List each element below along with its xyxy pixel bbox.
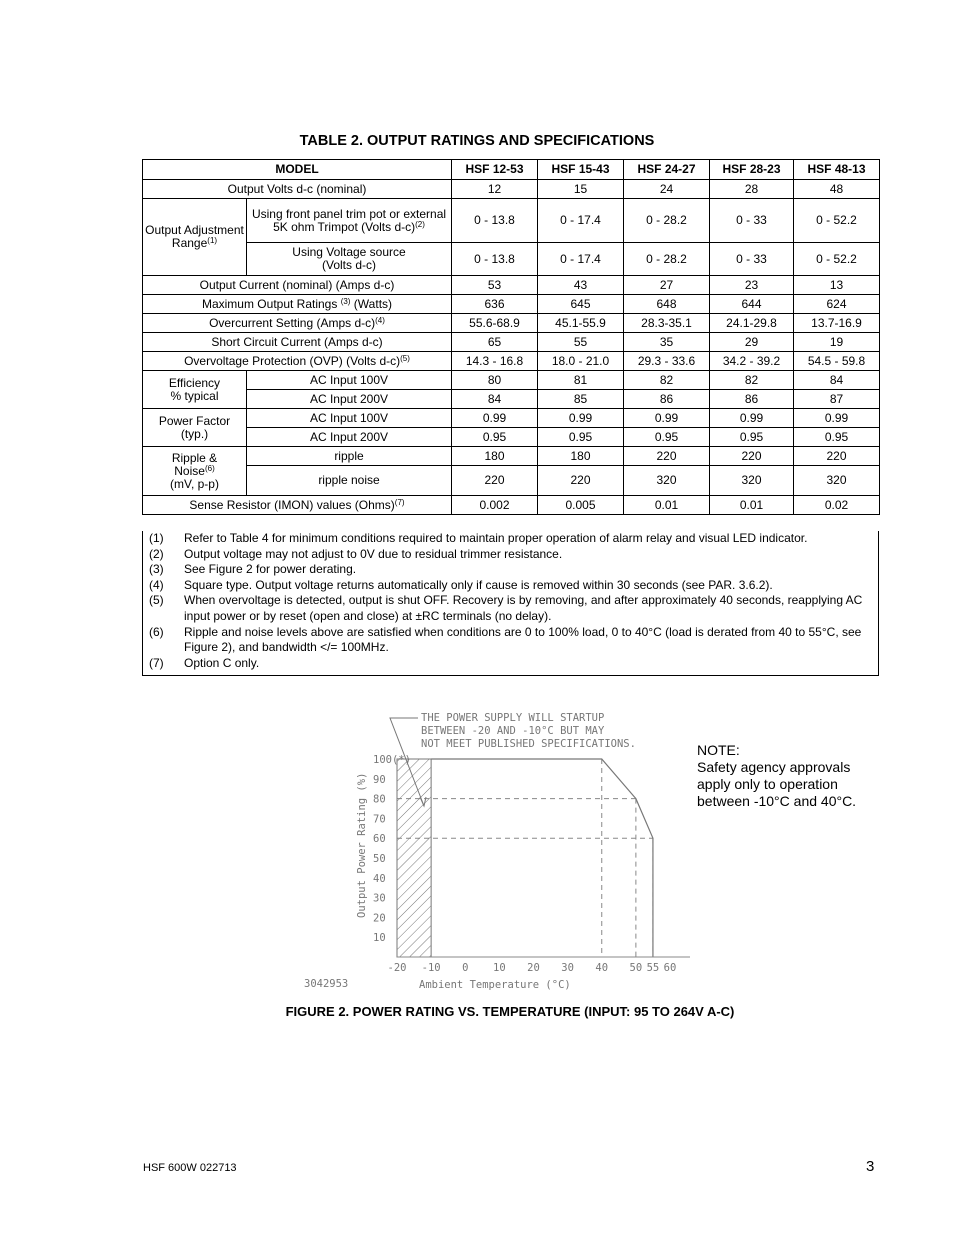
- annotation-line: THE POWER SUPPLY WILL STARTUP: [421, 712, 605, 724]
- sub-label: AC Input 100V: [247, 409, 452, 428]
- cell: 0.95: [624, 428, 710, 447]
- note-number: (6): [149, 624, 164, 639]
- cell: 0.99: [624, 409, 710, 428]
- x-tick-label: 30: [561, 962, 574, 974]
- cell: 0 - 28.2: [624, 199, 710, 243]
- cell: 12: [452, 180, 538, 199]
- row-label-text: (Watts): [350, 296, 393, 311]
- cell: 220: [710, 447, 794, 466]
- cell: 35: [624, 333, 710, 352]
- cell: 53: [452, 276, 538, 295]
- y-tick-label: 40: [373, 872, 386, 885]
- table-title: TABLE 2. OUTPUT RATINGS AND SPECIFICATIONS: [299, 133, 655, 149]
- note-number: (4): [149, 577, 164, 592]
- cell: 0.01: [624, 496, 710, 515]
- x-tick-label: 60: [663, 962, 677, 974]
- y-tick-label: 80: [373, 793, 386, 806]
- derating-line: [431, 759, 653, 957]
- note-number: (1): [149, 531, 164, 545]
- cell: 18.0 - 21.0: [538, 352, 624, 371]
- cell: 180: [538, 447, 624, 466]
- cell: 0.99: [794, 409, 880, 428]
- note-text: Ripple and noise levels above are satisfied when conditions are 0 to 100% load, 0 to 40°C (load is derated from 40 to 55°C, see Figure 2), and bandwidth </= 100MHz.: [184, 624, 862, 655]
- sub-label-text: Using front panel trim pot or external 5K ohm Trimpot (Volts d-c): [251, 206, 447, 234]
- row-label: Short Circuit Current (Amps d-c): [143, 333, 452, 352]
- note-line: between -10°C and 40°C.: [697, 793, 857, 809]
- cell: 19: [794, 333, 880, 352]
- cell: 0.01: [710, 496, 794, 515]
- footnote-ref: (1): [207, 236, 218, 245]
- x-tick-label: -20: [387, 962, 407, 974]
- cell: 0 - 13.8: [452, 199, 538, 243]
- model-name: HSF 28-23: [710, 160, 794, 180]
- cell: 0 - 33: [710, 199, 794, 243]
- sub-label-text: Using Voltage source: [292, 245, 406, 259]
- cell: 0.95: [794, 428, 880, 447]
- group-label-text: Power Factor: [158, 413, 231, 428]
- cell: 55: [538, 333, 624, 352]
- cell: 0 - 28.2: [624, 243, 710, 276]
- model-name: HSF 24-27: [624, 160, 710, 180]
- cell: 0.95: [538, 428, 624, 447]
- cell: 43: [538, 276, 624, 295]
- y-tick-label: 70: [373, 813, 386, 826]
- y-tick-label: 100(*): [373, 754, 411, 766]
- cell: 45.1-55.9: [538, 314, 624, 333]
- cell: 85: [538, 390, 624, 409]
- y-tick-label: 90: [373, 773, 386, 786]
- cell: 645: [538, 295, 624, 314]
- x-tick-label: 40: [595, 962, 609, 974]
- note-text: Refer to Table 4 for minimum conditions required to maintain proper operation of alarm relay and visual LED indicator.: [184, 531, 808, 545]
- cell: 320: [710, 466, 794, 496]
- note-line: NOTE:: [697, 742, 740, 758]
- y-tick-label: 60: [373, 833, 386, 846]
- cell: 86: [710, 390, 794, 409]
- cell: 0 - 13.8: [452, 243, 538, 276]
- x-tick-label: 0: [462, 962, 469, 974]
- cell: 0.002: [452, 496, 538, 515]
- cell: 80: [452, 371, 538, 390]
- cell: 14.3 - 16.8: [452, 352, 538, 371]
- cell: 24: [624, 180, 710, 199]
- cell: 0.99: [452, 409, 538, 428]
- cell: 220: [624, 447, 710, 466]
- note-text: When overvoltage is detected, output is shut OFF. Recovery is by removing, and after approximately 40 seconds, reapplying AC input power or by reset (open and close) at ±RC terminals (no delay).: [184, 593, 863, 623]
- annotation-line: NOT MEET PUBLISHED SPECIFICATIONS.: [421, 738, 636, 750]
- note-text: Square type. Output voltage returns automatically only if cause is removed within 30 seconds (see PAR. 3.6.2).: [184, 577, 773, 592]
- cell: 0.95: [452, 428, 538, 447]
- model-name: HSF 48-13: [794, 160, 880, 180]
- chart-grid: [397, 759, 653, 957]
- model-header: MODEL: [143, 160, 452, 180]
- cell: 28.3-35.1: [624, 314, 710, 333]
- cell: 82: [624, 371, 710, 390]
- y-tick-label: 20: [373, 912, 386, 925]
- cell: 220: [538, 466, 624, 496]
- sub-label: ripple: [247, 447, 452, 466]
- cell: 65: [452, 333, 538, 352]
- cell: 0 - 33: [710, 243, 794, 276]
- row-label: Output Volts d-c (nominal): [143, 180, 452, 199]
- cell: 0.99: [538, 409, 624, 428]
- note-number: (3): [149, 562, 164, 577]
- y-axis-label: Output Power Rating (%): [356, 772, 368, 918]
- cell: 34.2 - 39.2: [710, 352, 794, 371]
- x-tick-label: -10: [421, 962, 441, 974]
- row-label-text: Maximum Output Ratings: [201, 296, 341, 311]
- note-number: (7): [149, 655, 164, 670]
- cell: 27: [624, 276, 710, 295]
- x-tick-label: 10: [493, 962, 506, 974]
- hatched-region: [397, 759, 431, 957]
- cell: 28: [710, 180, 794, 199]
- cell: 0.005: [538, 496, 624, 515]
- cell: 220: [794, 447, 880, 466]
- cell: 54.5 - 59.8: [794, 352, 880, 371]
- y-tick-label: 10: [373, 932, 386, 945]
- note-text: See Figure 2 for power derating.: [184, 562, 357, 577]
- cell: 29.3 - 33.6: [624, 352, 710, 371]
- cell: 0 - 52.2: [794, 199, 880, 243]
- hatched-area: [397, 759, 431, 957]
- x-tick-label: 55: [646, 962, 660, 974]
- cell: 13.7-16.9: [794, 314, 880, 333]
- safety-note: [697, 742, 856, 810]
- cell: 636: [452, 295, 538, 314]
- cell: 220: [452, 466, 538, 496]
- cell: 0 - 17.4: [538, 243, 624, 276]
- y-tick-label: 50: [373, 853, 386, 865]
- cell: 82: [710, 371, 794, 390]
- cell: 81: [538, 371, 624, 390]
- cell: 24.1-29.8: [710, 314, 794, 333]
- sub-label: ripple noise: [247, 466, 452, 496]
- sub-label: AC Input 200V: [247, 428, 452, 447]
- sub-label: AC Input 200V: [247, 390, 452, 409]
- cell: 86: [624, 390, 710, 409]
- row-label: Output Current (nominal) (Amps d-c): [143, 276, 452, 295]
- group-label-text: (mV, p-p): [170, 476, 219, 491]
- cell: 648: [624, 295, 710, 314]
- sub-label-text: (Volts d-c): [321, 258, 376, 272]
- group-label-text: Ripple &: [171, 450, 218, 465]
- cell: 0 - 52.2: [794, 243, 880, 276]
- cell: 320: [794, 466, 880, 496]
- x-tick-label: 20: [527, 962, 540, 974]
- footnote-ref: (6): [204, 463, 215, 473]
- footnote-ref: (4): [375, 315, 385, 325]
- footnote-ref: (2): [415, 219, 425, 229]
- cell: 0.95: [710, 428, 794, 447]
- note-text: Output voltage may not adjust to 0V due to residual trimmer resistance.: [184, 546, 563, 561]
- note-text: Option C only.: [184, 655, 260, 670]
- sub-label: AC Input 100V: [247, 371, 452, 390]
- annotation-line: BETWEEN -20 AND -10°C BUT MAY: [421, 725, 605, 737]
- cell: 48: [794, 180, 880, 199]
- note-line: Safety agency approvals: [697, 759, 851, 775]
- cell: 624: [794, 295, 880, 314]
- note-number: (5): [149, 593, 164, 608]
- cell: 84: [794, 371, 880, 390]
- group-label-text: % typical: [170, 388, 219, 403]
- cell: 87: [794, 390, 880, 409]
- cell: 644: [710, 295, 794, 314]
- cell: 0.02: [794, 496, 880, 515]
- group-label-text: (typ.): [180, 426, 209, 441]
- x-axis-label: Ambient Temperature (°C): [419, 979, 571, 991]
- x-tick-label: 50: [629, 962, 643, 974]
- cell: 15: [538, 180, 624, 199]
- group-label-text: Efficiency: [168, 375, 221, 390]
- model-name: HSF 15-43: [538, 160, 624, 180]
- note-line: apply only to operation: [697, 776, 838, 792]
- row-label-text: Overcurrent Setting (Amps d-c): [209, 315, 376, 330]
- cell: 13: [794, 276, 880, 295]
- footnote-ref: (7): [394, 497, 405, 507]
- row-label-text: Overvoltage Protection (OVP) (Volts d-c): [184, 353, 401, 368]
- cell: 84: [452, 390, 538, 409]
- cell: 0 - 17.4: [538, 199, 624, 243]
- cell: 180: [452, 447, 538, 466]
- cell: 0.99: [710, 409, 794, 428]
- drawing-number: 3042953: [304, 978, 349, 990]
- cell: 55.6-68.9: [452, 314, 538, 333]
- cell: 320: [624, 466, 710, 496]
- group-label-text: Noise: [174, 463, 205, 478]
- page-number: 3: [866, 1158, 875, 1175]
- footer-doc-id: HSF 600W 022713: [143, 1162, 237, 1174]
- figure-caption: FIGURE 2. POWER RATING VS. TEMPERATURE (INPUT: 95 TO 264V A-C): [285, 1004, 735, 1019]
- model-name: HSF 12-53: [452, 160, 538, 180]
- row-label-text: Sense Resistor (IMON) values (Ohms): [189, 497, 395, 512]
- cell: 29: [710, 333, 794, 352]
- note-number: (2): [149, 546, 164, 561]
- footnote-ref: (3): [340, 296, 351, 306]
- derating-curve: [431, 759, 653, 957]
- footnote-ref: (5): [400, 353, 410, 363]
- x-tick-labels: [388, 962, 677, 974]
- group-label-text: Output Adjustment Range: [145, 223, 244, 250]
- cell: 23: [710, 276, 794, 295]
- y-tick-label: 30: [373, 892, 386, 905]
